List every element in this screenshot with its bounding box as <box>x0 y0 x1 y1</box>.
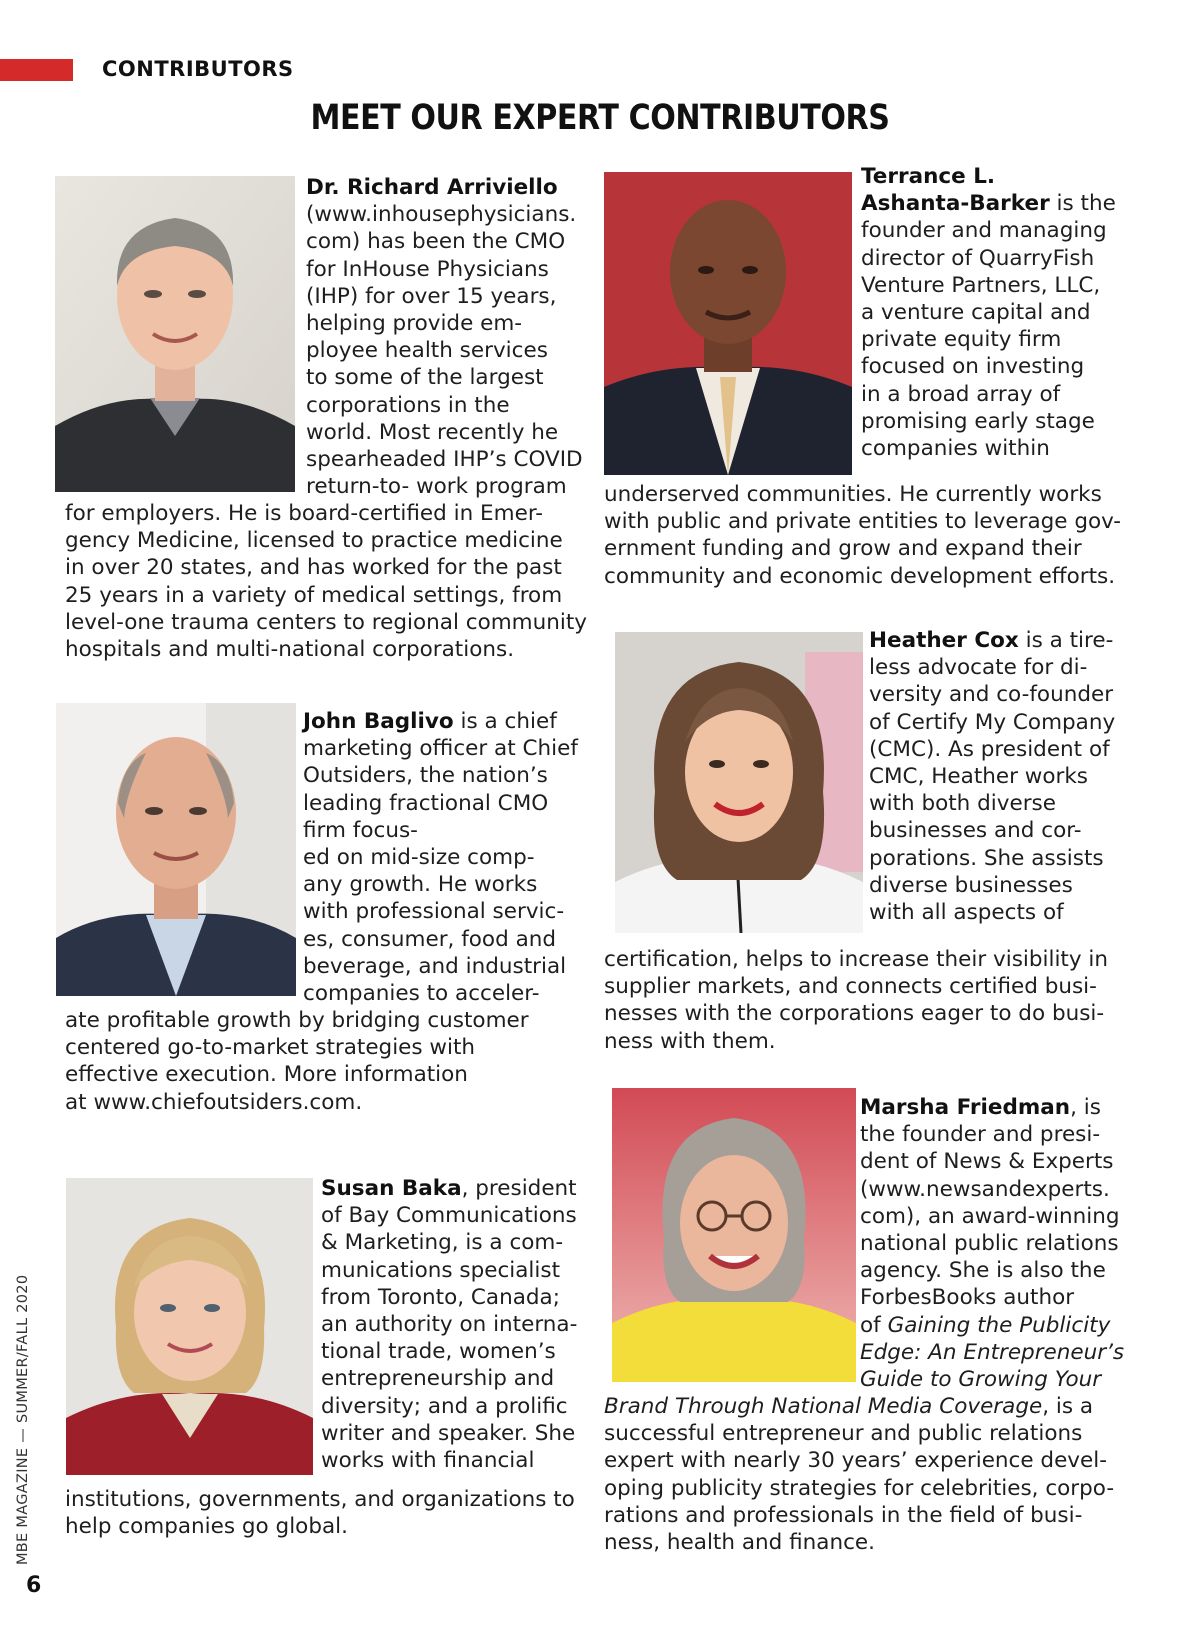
page-number: 6 <box>26 1573 42 1598</box>
bio-susan-baka-continued: institutions, governments, and organizations to help companies go global. <box>65 1487 575 1540</box>
bio-terrance-ashanta-barker-continued: underserved communities. He currently works with public and private entities to leverage gov- ernment funding and grow and expand their community and economic development efforts. <box>604 482 1122 589</box>
bio-heather-cox: Heather Cox is a tire- less advocate for di- versity and co-founder of Certify My Company (CMC). As president of CMC, Heather works with both diverse businesses and cor- porations. She assists diverse businesses with all aspects of <box>869 628 1116 926</box>
magazine-issue-label: MBE MAGAZINE — SUMMER/FALL 2020 <box>15 1274 31 1565</box>
bio-marsha-friedman: Marsha Friedman, is the founder and presi- dent of News & Experts (www.newsandexperts. com), an award-winning national public relations agency. She is also the ForbesBooks author of Gaining the Publicity Edge: An Entrepreneur’s Guide to Growing Your <box>860 1095 1125 1393</box>
contributor-name: Heather Cox <box>869 628 1019 653</box>
book-title: Gaining the Publicity <box>887 1312 1111 1338</box>
photo-marsha-friedman <box>612 1088 856 1382</box>
bio-susan-baka: Susan Baka, president of Bay Communications & Marketing, is a com- munications specialist from Toronto, Canada; an authority on interna- tional trade, women’s entrepreneurship and diversity; and a prolific writer and speaker. She works with financial <box>321 1176 578 1474</box>
contributor-name: Marsha Friedman <box>860 1095 1071 1120</box>
bio-john-baglivo: John Baglivo is a chief marketing officer at Chief Outsiders, the nation’s leading fractional CMO firm focus- ed on mid-size comp- any growth. He works with professional servic- es, consumer, food and beverage, and industrial companies to acceler- <box>303 709 578 1007</box>
bio-richard-arriviello-continued: for employers. He is board-certified in Emer- gency Medicine, licensed to practice medicine in over 20 states, and has worked for the past 25 years in a variety of medical settings, from level-one trauma centers to regional community hospitals and multi-national corporations. <box>65 501 587 663</box>
contributor-name: John Baglivo <box>303 709 454 734</box>
contributor-name: Terrance L. <box>861 164 996 189</box>
bio-terrance-ashanta-barker: Terrance L. Ashanta-Barker is the founder and managing director of QuarryFish Venture Partners, LLC, a venture capital and private equity firm focused on investing in a broad array of promising early stage companies within <box>861 164 1116 462</box>
photo-richard-arriviello <box>55 176 295 492</box>
photo-heather-cox <box>615 632 863 933</box>
bio-john-baglivo-continued: ate profitable growth by bridging customer centered go-to-market strategies with effective execution. More information at www.chiefoutsiders.com. <box>65 1008 529 1115</box>
page-title: MEET OUR EXPERT CONTRIBUTORS <box>310 98 890 138</box>
photo-susan-baka <box>66 1178 313 1475</box>
section-color-tab <box>0 59 73 81</box>
bio-heather-cox-continued: certification, helps to increase their visibility in supplier markets, and connects certified busi- nesses with the corporations eager to do busi- ness with them. <box>604 947 1109 1054</box>
bio-marsha-friedman-continued: Brand Through National Media Coverage, is a successful entrepreneur and public relations expert with nearly 30 years’ experience devel- oping publicity strategies for celebrities, corpo- rations and professionals in the field of busi- ness, health and finance. <box>604 1394 1115 1556</box>
contributor-name: Dr. Richard Arriviello <box>306 175 558 200</box>
contributor-name-line2: Ashanta-Barker <box>861 191 1050 217</box>
photo-john-baglivo <box>56 703 296 996</box>
photo-terrance-ashanta-barker <box>604 172 852 475</box>
section-label: CONTRIBUTORS <box>102 57 294 81</box>
contributor-name: Susan Baka <box>321 1176 462 1201</box>
bio-richard-arriviello: Dr. Richard Arriviello (www.inhousephysicians. com) has been the CMO for InHouse Physicians (IHP) for over 15 years, helping provide em- ployee health services to some of the largest corporations in the world. Most recently he spearheaded IHP’s COVID return-to- work program <box>306 175 583 500</box>
